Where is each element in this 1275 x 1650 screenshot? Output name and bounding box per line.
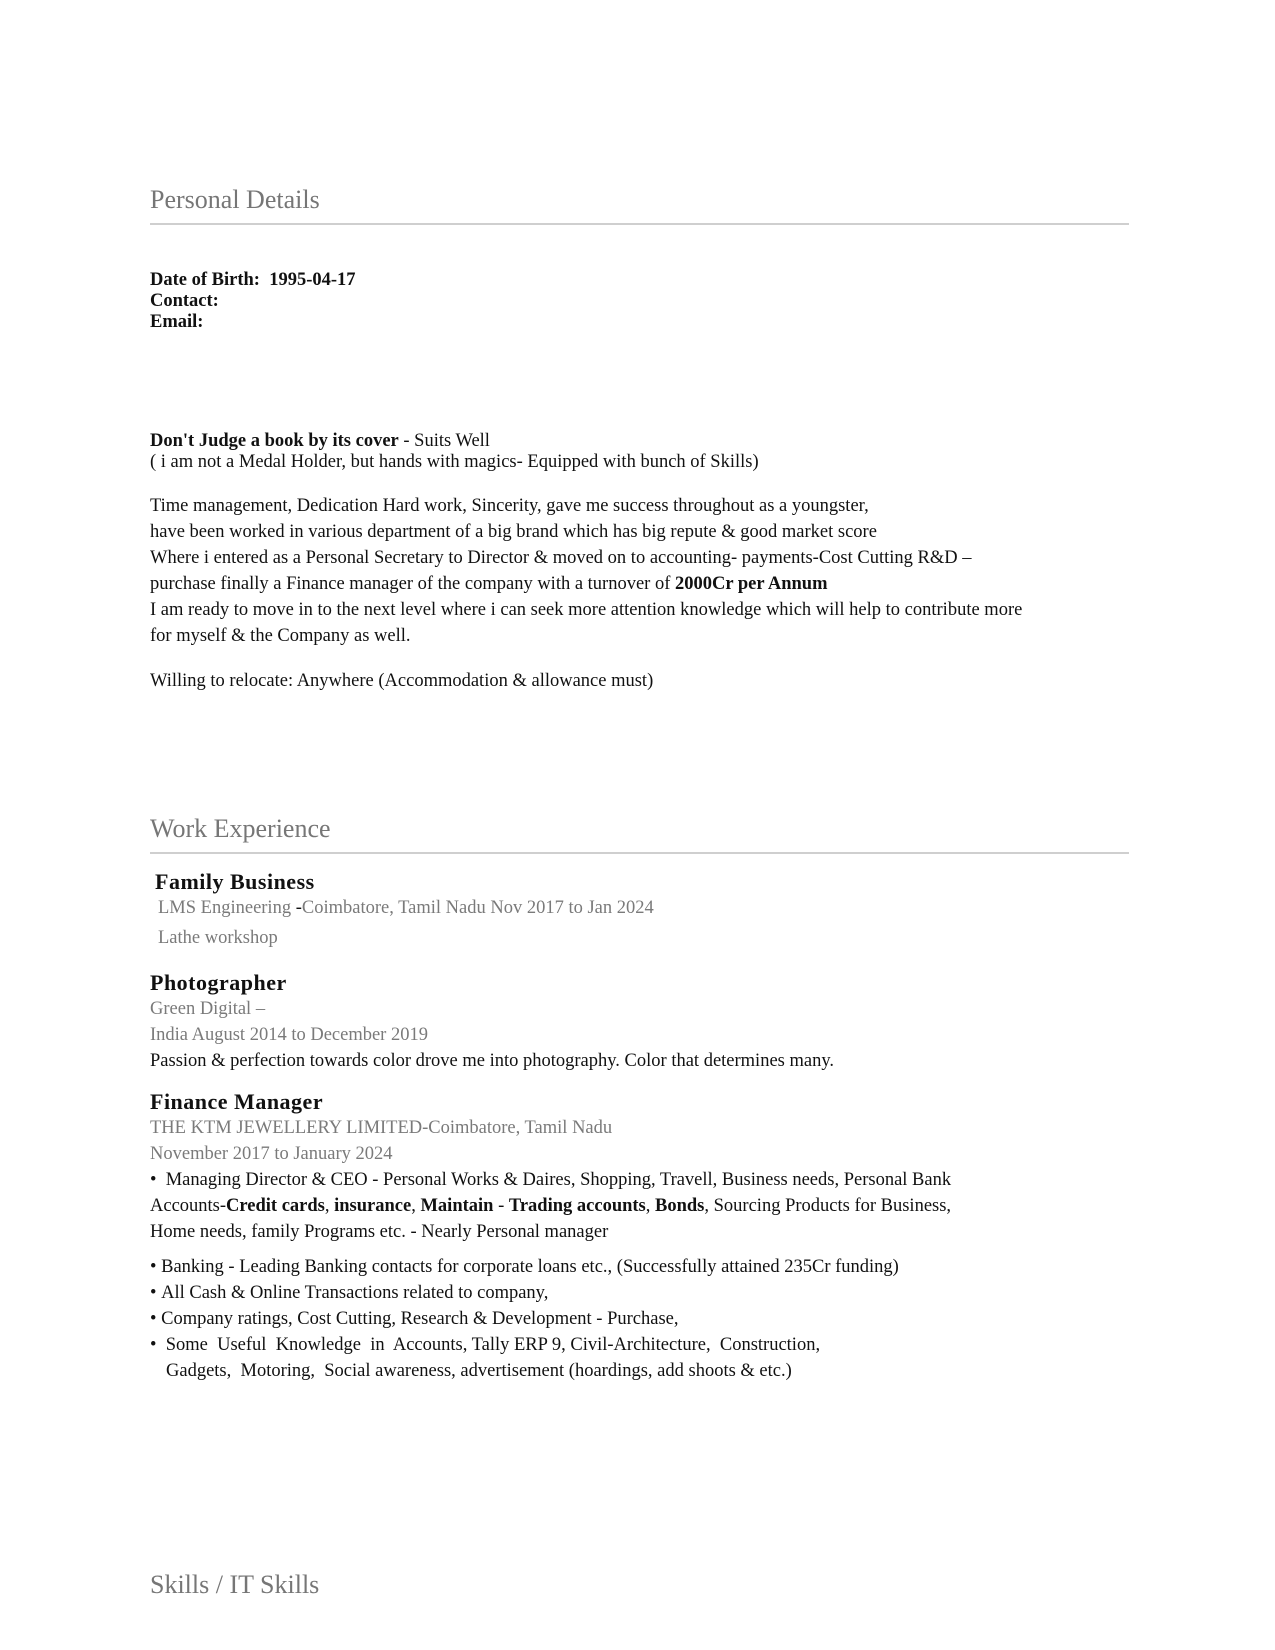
bullet-item [150,1335,820,1356]
summary-line: have been worked in various department of a big brand which has big repute & good market score [150,522,877,542]
summary-line: for myself & the Company as well. [150,626,411,646]
bullet-text: Banking - Leading Banking contacts for corporate loans etc., (Successfully attained 235Cr funding) [161,1257,899,1277]
summary-line: I am ready to move in to the next level where i can seek more attention knowledge which will help to contribute more [150,600,1023,620]
bullet-icon: • [150,1170,166,1190]
job-dates: November 2017 to January 2024 [150,1144,393,1164]
tagline-sub: ( i am not a Medal Holder, but hands with magics- Equipped with bunch of Skills) [150,452,759,472]
job-description: Passion & perfection towards color drove me into photography. Color that determines many. [150,1051,835,1071]
bullet-item [150,1283,548,1304]
summary-line: Where i entered as a Personal Secretary to Director & moved on to accounting- payments-Cost Cutting R&D – [150,548,972,568]
summary-line-text: purchase finally a Finance manager of the company with a turnover of [150,574,676,594]
section-divider [150,223,1129,225]
bullet-item [150,1257,899,1278]
contact-label: Contact: [150,291,219,311]
dob-row [150,270,356,291]
tagline-rest: - Suits Well [398,431,490,451]
summary-line [150,574,828,595]
job-title: Family Business [155,869,315,894]
job-location-dates: India August 2014 to December 2019 [150,1025,428,1045]
bullet-icon: • [150,1283,162,1303]
dob-label: Date of Birth: [150,270,260,290]
bullet-continuation: Accounts-Credit cards, insurance, Maintain - Trading accounts, Bonds, Sourcing Products for Business, [150,1196,952,1216]
turnover-highlight: 2000Cr per Annum [675,574,828,594]
section-heading-work: Work Experience [150,814,331,843]
bullet-text: Some Useful Knowledge in Accounts, Tally ERP 9, Civil-Architecture, Construction, [165,1335,821,1355]
section-heading-skills: Skills / IT Skills [150,1570,320,1599]
bullet-text: Company ratings, Cost Cutting, Research & Development - Purchase, [161,1309,679,1329]
summary-line: Time management, Dedication Hard work, Sincerity, gave me success throughout as a youngster, [150,496,869,516]
bullet-text: All Cash & Online Transactions related to company, [161,1283,549,1303]
tagline-bold: Don't Judge a book by its cover [150,431,399,451]
dob-value: 1995-04-17 [269,270,356,290]
job-title: Photographer [150,970,287,995]
bullet-continuation: Gadgets, Motoring, Social awareness, advertisement (hoardings, add shoots & etc.) [166,1361,792,1381]
section-divider [150,852,1129,854]
email-label: Email: [150,312,204,332]
job-company: THE KTM JEWELLERY LIMITED-Coimbatore, Tamil Nadu [150,1118,613,1138]
job-title: Finance Manager [150,1089,324,1114]
bullet-icon: • [150,1335,166,1355]
job-description: Lathe workshop [158,928,278,948]
job-separator: - [295,898,302,918]
bullet-text: Managing Director & CEO - Personal Works & Daires, Shopping, Travell, Business needs, Personal Bank [165,1170,952,1190]
section-heading-personal: Personal Details [150,185,320,214]
bullet-item [150,1309,679,1330]
tagline [150,431,490,452]
job-company: LMS Engineering [158,898,296,918]
job-location-dates: Coimbatore, Tamil Nadu Nov 2017 to Jan 2024 [301,898,654,918]
relocate-line: Willing to relocate: Anywhere (Accommodation & allowance must) [150,671,654,691]
bullet-icon: • [150,1257,162,1277]
bullet-continuation: Home needs, family Programs etc. - Nearly Personal manager [150,1222,609,1242]
job-company-line [158,898,654,919]
bullet-item [150,1170,951,1191]
job-company: Green Digital – [150,999,266,1019]
bullet-icon: • [150,1309,162,1329]
